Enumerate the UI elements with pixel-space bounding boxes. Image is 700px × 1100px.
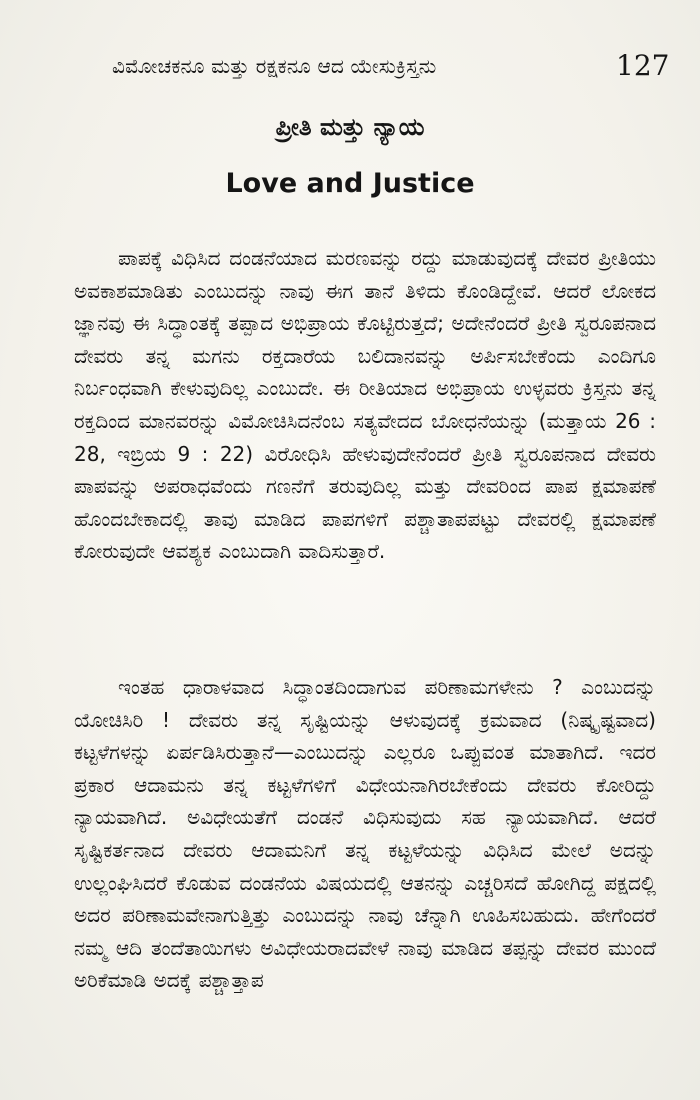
- section-heading-kannada: ಪ್ರೀತಿ ಮತ್ತು ನ್ಯಾಯ: [275, 113, 425, 141]
- page-number: 127: [616, 49, 670, 82]
- section-heading-english: Love and Justice: [225, 168, 475, 199]
- paragraph-1: ಪಾಪಕ್ಕೆ ವಿಧಿಸಿದ ದಂಡನೆಯಾದ ಮರಣವನ್ನು ರದ್ದು ಮಾಡುವುದಕ್ಕೆ ದೇವರ ಪ್ರೀತಿಯು ಅವಕಾಶಮಾಡಿತು ಎಂಬುದನ್ನು ನಾವು ಈಗ ತಾನೆ ತಿಳಿದು ಕೊಂಡಿದ್ದೇವೆ. ಆದರೆ ಲೋಕದ ಜ್ಞಾನವು ಈ ಸಿದ್ಧಾಂತಕ್ಕೆ ತಪ್ಪಾದ ಅಭಿಪ್ರಾಯ ಕೊಟ್ಟಿರುತ್ತದೆ; ಅದೇನೆಂದರೆ ಪ್ರೀತಿ ಸ್ವರೂಪನಾದ ದೇವರು ತನ್ನ ಮಗನು ರಕ್ತದಾರೆಯ ಬಲಿದಾನವನ್ನು ಅರ್ಪಿಸಬೇಕೆಂದು ಎಂದಿಗೂ ನಿರ್ಬಂಧವಾಗಿ ಕೇಳುವುದಿಲ್ಲ ಎಂಬುದೇ. ಈ ರೀತಿಯಾದ ಅಭಿಪ್ರಾಯ ಉಳ್ಳವರು ಕ್ರಿಸ್ತನು ತನ್ನ ರಕ್ತದಿಂದ ಮಾನವರನ್ನು ವಿಮೋಚಿಸಿದನೆಂಬ ಸತ್ಯವೇದದ ಬೋಧನೆಯನ್ನು (ಮತ್ತಾಯ 26 : 28, ಇಬ್ರಿಯ 9 : 22) ವಿರೋಧಿಸಿ ಹೇಳುವುದೇನೆಂದರೆ ಪ್ರೀತಿ ಸ್ವರೂಪನಾದ ದೇವರು ಪಾಪವನ್ನು ಅಪರಾಧವೆಂದು ಗಣನೆಗೆ ತರುವುದಿಲ್ಲ ಮತ್ತು ದೇವರಿಂದ ಪಾಪ ಕ್ಷಮಾಪಣೆ ಹೊಂದಬೇಕಾದಲ್ಲಿ ತಾವು ಮಾಡಿದ ಪಾಪಗಳಿಗೆ ಪಶ್ಚಾತಾಪಪಟ್ಟು ದೇವರಲ್ಲಿ ಕ್ಷಮಾಪಣೆ ಕೋರುವುದೇ ಆವಶ್ಯಕ ಎಂಬುದಾಗಿ ವಾದಿಸುತ್ತಾರೆ.: [74, 246, 656, 564]
- running-header: ವಿಮೋಚಕನೂ ಮತ್ತು ರಕ್ಷಕನೂ ಆದ ಯೇಸುಕ್ರಿಸ್ತನು: [112, 54, 437, 78]
- paragraph-2: ಇಂತಹ ಧಾರಾಳವಾದ ಸಿದ್ಧಾಂತದಿಂದಾಗುವ ಪರಿಣಾಮಗಳೇನು ? ಎಂಬುದನ್ನು ಯೋಚಿಸಿರಿ ! ದೇವರು ತನ್ನ ಸೃಷ್ಟಿಯನ್ನು ಆಳುವುದಕ್ಕೆ ಕ್ರಮವಾದ (ನಿಷ್ಕೃಷ್ಟವಾದ) ಕಟ್ಟಳೆಗಳನ್ನು ಏರ್ಪಡಿಸಿರುತ್ತಾನೆ—ಎಂಬುದನ್ನು ಎಲ್ಲರೂ ಒಪ್ಪುವಂತ ಮಾತಾಗಿದೆ. ಇದರ ಪ್ರಕಾರ ಆದಾಮನು ತನ್ನ ಕಟ್ಟಳೆಗಳಿಗೆ ವಿಧೇಯನಾಗಿರಬೇಕೆಂದು ದೇವರು ಕೋರಿದ್ದು ನ್ಯಾಯವಾಗಿದೆ. ಅವಿಧೇಯತೆಗೆ ದಂಡನೆ ವಿಧಿಸುವುದು ಸಹ ನ್ಯಾಯವಾಗಿದೆ. ಆದರೆ ಸೃಷ್ಟಿಕರ್ತನಾದ ದೇವರು ಆದಾಮನಿಗೆ ತನ್ನ ಕಟ್ಟಳೆಯನ್ನು ವಿಧಿಸಿದ ಮೇಲೆ ಅದನ್ನು ಉಲ್ಲಂಘಿಸಿದರೆ ಕೊಡುವ ದಂಡನೆಯ ವಿಷಯದಲ್ಲಿ ಆತನನ್ನು ಎಚ್ಚರಿಸದೆ ಹೋಗಿದ್ದ ಪಕ್ಷದಲ್ಲಿ ಅದರ ಪರಿಣಾಮವೇನಾಗುತ್ತಿತ್ತು ಎಂಬುದನ್ನು ನಾವು ಚೆನ್ನಾಗಿ ಊಹಿಸಬಹುದು. ಹೇಗೆಂದರೆ ನಮ್ಮ ಆದಿ ತಂದೆತಾಯಿಗಳು ಅವಿಧೇಯರಾದವೇಳೆ ನಾವು ಮಾಡಿದ ತಪ್ಪನ್ನು ದೇವರ ಮುಂದೆ ಅರಿಕೆಮಾಡಿ ಅದಕ್ಕೆ ಪಶ್ಚಾತ್ತಾಪ: [74, 675, 656, 993]
